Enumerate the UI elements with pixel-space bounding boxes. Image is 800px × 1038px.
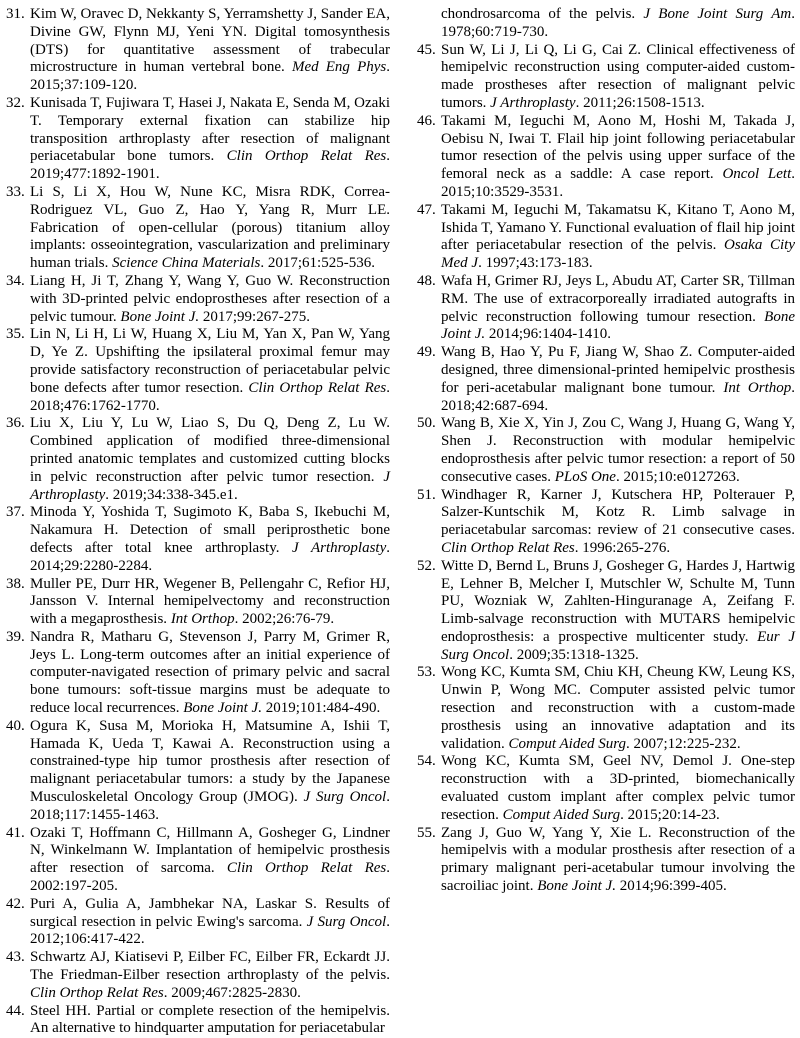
reference-segment: . 2018;117:1455-1463. [30,789,390,823]
reference-number: 38. [6,575,25,592]
reference-text [30,415,390,502]
reference-segment: Ozaki T, Hoffmann C, Hillmann A, Gosheger G, Lindner N, Winkelmann W. Implantation of hemipelvic prosthesis after resection of sarcoma. [30,824,390,877]
reference-text [441,344,795,413]
reference-segment: Liu X, Liu Y, Lu W, Liao S, Du Q, Deng Z, Lu W. Combined application of modified three-dimensional printed anatomic templates and customized cutting blocks in pelvic reconstruction after pelvic tumor resection. [30,415,390,485]
reference-item [417,42,795,113]
reference-segment: Lin N, Li H, Li W, Huang X, Liu M, Yan X, Pan W, Yang D, Ye Z. Upshifting the ipsilateral proximal femur may provide satisfactory reconstruction of periacetabular pelvic bone defects after tumor resection. [30,326,390,396]
reference-segment: . 2012;106:417-422. [30,913,390,948]
reference-item [6,184,390,273]
journal-name: J Bone Joint Surg Am [643,6,792,22]
journal-name: Int Orthop [723,379,792,396]
journal-name: Int Orthop [170,611,235,628]
reference-segment: . 2007;12:225-232. [626,735,741,752]
reference-segment: Wafa H, Grimer RJ, Jeys L, Abudu AT, Carter SR, Tillman RM. The use of extracorporeally irradiated autografts in pelvic reconstruction following tumour resection. [441,272,795,325]
reference-segment: Sun W, Li J, Li Q, Li G, Cai Z. Clinical effectiveness of hemipelvic reconstruction using computer-aided custom-made prostheses after resection of malignant pelvic tumors. [441,41,795,111]
reference-item [417,664,795,753]
reference-text [441,487,795,556]
reference-segment: 2019;101:484-490. [261,700,381,717]
reference-text [30,326,390,413]
reference-number: 41. [6,824,25,841]
reference-segment: Takami M, Ieguchi M, Aono M, Hoshi M, Takada J, Oebisu N, Iwai T. Flail hip joint following periacetabular tumor resection of the pelvis using upper surface of the femoral neck as a saddle: A case report. [441,112,795,183]
journal-name: Clin Orthop Relat Res [226,148,387,165]
reference-number: 55. [417,824,436,841]
reference-segment: . 2019;34:338-345.e1. [105,486,238,503]
reference-number: 47. [417,201,436,218]
reference-item [6,326,390,415]
reference-number: 36. [6,415,25,432]
journal-name: J Arthroplasty [30,468,390,503]
journal-name: Bone Joint J. [441,308,795,343]
reference-number: 39. [6,628,25,645]
reference-item [417,825,795,896]
reference-segment: . 2015;20:14-23. [620,806,720,823]
reference-number: 40. [6,717,25,734]
reference-number: 33. [6,183,25,200]
reference-text [30,949,390,1001]
reference-item [6,949,390,1002]
reference-continuation [417,6,795,42]
reference-segment: . 2002;26:76-79. [234,611,335,628]
reference-segment: Li S, Li X, Hou W, Nune KC, Misra RDK, Correa-Rodriguez VL, Guo Z, Hao Y, Yang R, Murr LE. Fabrication of open-cellular (porous) titanium alloy implants: osseointegration, vascularization and preliminary human trials. [30,183,390,272]
journal-name: Osaka City Med J [441,237,795,272]
reference-text [30,718,390,823]
reference-segment: . 1996:265-276. [574,539,671,556]
reference-text [441,113,795,200]
reference-number: 48. [417,272,436,289]
reference-segment: Minoda Y, Yoshida T, Sugimoto K, Baba S, Ikebuchi M, Nakamura H. Detection of small periprosthetic bone defects after total knee arthroplasty. [30,504,390,556]
reference-text [441,664,795,751]
reference-text [30,504,390,573]
reference-number: 34. [6,272,25,289]
reference-segment: Wong KC, Kumta SM, Geel NV, Demol J. One-step reconstruction with a 3D-printed, biomechanically evaluated custom implant after complex pelvic tumor resection. [441,753,795,823]
journal-name: Eur J Surg Oncol [441,628,795,663]
reference-segment: . 2015;10:3529-3531. [441,166,795,200]
references-column-left [6,6,390,1038]
journal-name: Comput Aided Surg [502,806,621,823]
reference-segment: Wong KC, Kumta SM, Chiu KH, Cheung KW, Leung KS, Unwin P, Wong MC. Computer assisted pelvic tumor resection and reconstruction with a custom-made prosthesis using an innovative adaptation and its validation. [441,664,795,752]
reference-segment: Nandra R, Matharu G, Stevenson J, Parry M, Grimer R, Jeys L. Long-term outcomes after an initial experience of computer-navigated resection of primary pelvic and sacral bone tumours: soft-tissue margins must be adequate to reduce local recurrences. [30,628,390,717]
journal-name: Clin Orthop Relat Res [226,860,387,877]
reference-number: 51. [417,486,436,503]
journal-name: Comput Aided Surg [508,735,627,752]
reference-item [6,6,390,95]
reference-item [417,753,795,824]
reference-item [417,202,795,273]
reference-segment: 2014;96:399-405. [615,878,727,895]
journal-name: J Arthroplasty [490,94,576,111]
journal-name: Clin Orthop Relat Res [30,984,164,1001]
reference-number: 42. [6,895,25,912]
reference-item [6,576,390,629]
reference-number: 37. [6,504,25,521]
journal-name: Bone Joint J. [183,700,262,717]
reference-segment: 2014;96:1404-1410. [485,326,611,343]
reference-segment: . 2015;37:109-120. [30,59,390,94]
reference-item [6,718,390,825]
reference-text [441,6,795,40]
reference-segment: . 2011;26:1508-1513. [575,94,705,111]
reference-number: 32. [6,94,25,111]
reference-segment: Steel HH. Partial or complete resection of the hemipelvis. An alternative to hindquarter amputation for periacetabular [30,1002,390,1037]
reference-item [417,558,795,665]
reference-segment: Wang B, Xie X, Yin J, Zou C, Wang J, Huang G, Wang Y, Shen J. Reconstruction with modular hemipelvic endoprosthesis after pelvic tumor resection: a report of 50 consecutive cases. [441,415,795,485]
reference-segment: Takami M, Ieguchi M, Takamatsu K, Kitano T, Aono M, Ishida T, Yamano Y. Functional evaluation of flail hip joint after periacetabular resection of the pelvis. [441,201,795,254]
reference-segment: Witte D, Bernd L, Bruns J, Gosheger G, Hardes J, Hartwig E, Lehner B, Melcher I, Mutschler W, Schulte M, Tunn PU, Wozniak W, Zahlten-Hinguranage A, Zeifang F. Limb-salvage reconstruction with MUTARS hemipelvic endoprosthesis: a prospective multicenter study. [441,557,795,645]
reference-segment: Windhager R, Karner J, Kutschera HP, Polterauer P, Salzer-Kuntschik M, Kotz R. Limb salvage in periacetabular sarcomas: review of 21 consecutive cases. [441,486,795,539]
journal-name: Oncol Lett [722,166,792,183]
reference-item [6,504,390,575]
reference-item [6,273,390,326]
reference-text [441,42,795,111]
reference-number: 45. [417,41,436,58]
journal-name: J Arthroplasty [292,539,387,556]
reference-item [6,415,390,504]
reference-number: 54. [417,753,436,770]
journal-name: Bone Joint J. [120,308,200,325]
reference-segment: Wang B, Hao Y, Pu F, Jiang W, Shao Z. Computer-aided designed, three dimensional-printed hemipelvic prosthesis for peri-acetabular malignant bone tumour. [441,344,795,396]
reference-text [441,415,795,484]
reference-number: 49. [417,344,436,361]
reference-segment: Zang J, Guo W, Yang Y, Xie L. Reconstruction of the hemipelvis with a modular prosthesis after resection of a primary malignant peri-acetabular tumour involving the sacroiliac joint. [441,824,795,895]
reference-item [6,1003,390,1038]
journal-name: J Surg Oncol [306,913,387,930]
reference-number: 31. [6,6,25,22]
journal-name: Science China Materials [112,255,261,272]
reference-text [30,629,390,716]
reference-segment: Ogura K, Susa M, Morioka H, Matsumine A, Ishii T, Hamada K, Ueda T, Kawai A. Reconstruction using a constrained-type hip tumor prosthesis after resection of malignant periacetabular tumors: a study by the Japanese Musculoskeletal Oncology Group (JMOG). [30,717,390,806]
reference-item [417,344,795,415]
reference-text [30,576,390,628]
reference-text [441,202,795,271]
journal-name: Clin Orthop Relat Res [248,379,387,396]
reference-segment: . 2009;35:1318-1325. [509,646,639,663]
reference-text [441,273,795,342]
reference-number: 46. [417,112,436,129]
reference-segment: Kim W, Oravec D, Nekkanty S, Yerramshetty J, Sander EA, Divine GW, Flynn MJ, Yeni YN. Digital tomosynthesis (DTS) for quantitative assessment of trabecular microstructure in human vertebral bone. [30,6,390,76]
reference-number: 50. [417,415,436,432]
reference-number: 44. [6,1002,25,1019]
reference-segment: . 1997;43:173-183. [478,255,593,272]
reference-text [441,753,795,822]
reference-item [417,113,795,202]
reference-item [6,825,390,896]
reference-segment: . 2014;29:2280-2284. [30,539,391,574]
reference-segment: Schwartz AJ, Kiatisevi P, Eilber FC, Eilber FR, Eckardt JJ. The Friedman-Eilber resection arthroplasty of the pelvis. [30,949,390,984]
reference-item [6,896,390,949]
journal-name: Med Eng Phys [291,59,387,76]
reference-number: 35. [6,326,25,343]
reference-segment: 2017;99:267-275. [199,308,310,325]
reference-segment: . 2018;476:1762-1770. [30,379,390,414]
reference-text [30,6,390,93]
reference-text [30,896,390,948]
reference-number: 53. [417,664,436,681]
journal-name: Bone Joint J. [537,878,616,895]
reference-segment: Liang H, Ji T, Zhang Y, Wang Y, Guo W. Reconstruction with 3D-printed pelvic endoprostheses after resection of a pelvic tumour. [30,272,390,325]
reference-text [30,273,390,325]
reference-segment: . 2009;467:2825-2830. [163,984,301,1001]
reference-segment: . 1978;60:719-730. [441,6,795,40]
reference-text [441,558,795,663]
reference-item [417,415,795,486]
references-column-right [417,6,795,1038]
reference-item [417,273,795,344]
reference-text [30,825,390,894]
journal-name: J Surg Oncol [303,789,387,806]
reference-segment: . 2015;10:e0127263. [615,468,740,485]
reference-segment: . 2019;477:1892-1901. [30,148,390,183]
journal-name: Clin Orthop Relat Res [441,539,575,556]
reference-segment: Puri A, Gulia A, Jambhekar NA, Laskar S. Results of surgical resection in pelvic Ewing's sarcoma. [30,895,390,930]
reference-text [441,825,795,894]
reference-item [6,629,390,718]
reference-number: 52. [417,557,436,574]
reference-segment: . 2017;61:525-536. [260,255,375,272]
reference-segment: . 2018;42:687-694. [441,379,795,414]
journal-name: PLoS One [554,468,616,485]
reference-item [417,487,795,558]
reference-number: 43. [6,949,25,966]
reference-text [30,1003,390,1037]
reference-item [6,95,390,184]
reference-segment: Kunisada T, Fujiwara T, Hasei J, Nakata E, Senda M, Ozaki T. Temporary external fixation can stabilize hip transposition arthroplasty after resection of malignant periacetabular bone tumors. [30,94,390,165]
reference-segment: Muller PE, Durr HR, Wegener B, Pellengahr C, Refior HJ, Jansson V. Internal hemipelvectomy and reconstruction with a megaprosthesis. [30,575,390,628]
reference-text [30,184,390,271]
reference-segment: . 2002:197-205. [30,860,390,895]
reference-text [30,95,390,182]
reference-segment: chondrosarcoma of the pelvis. [441,6,644,22]
